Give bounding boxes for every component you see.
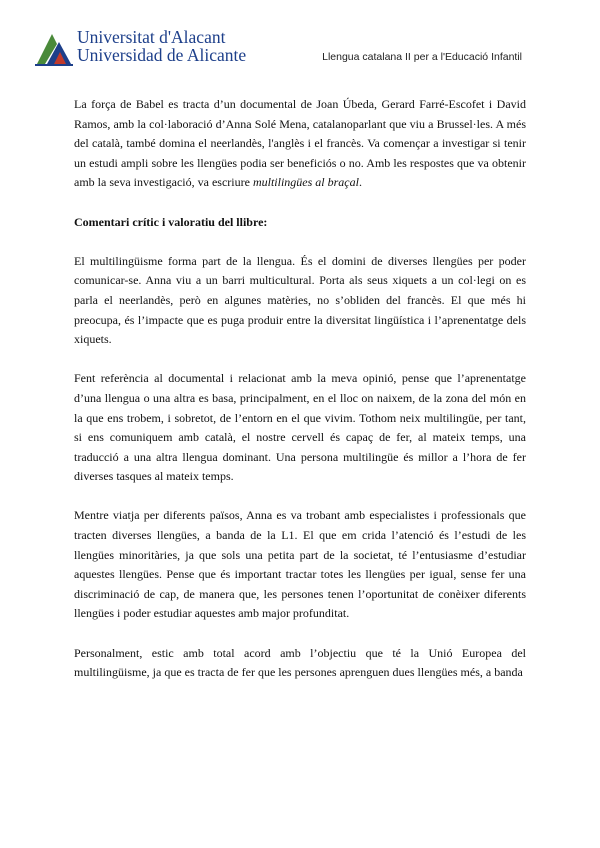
body-paragraph-3: Mentre viatja per diferents països, Anna es va trobant amb especialistes i professionals que tracten diverses llengües, a banda de la L1. El que em crida l’atenció és l’estudi de les llengües minoritàries, ja que sols una petita part de la societat, té l’entusiasme d’estudiar aquestes llengües. Pense que és important tractar totes les llengües per igual, sense fer una discriminació de cap, de manera que, les persones tenen l’oportunitat de conèixer diferents llengües i poder estudiar aquestes amb major profunditat. bbox=[74, 508, 526, 621]
book-title: multilingües al braçal bbox=[252, 175, 359, 190]
body-paragraph-4: Personalment, estic amb total acord amb l’objectiu que té la Unió Europea del multilingüisme, ja que es tracta de fer que les persones aprenguen dues llengües més, a banda bbox=[74, 645, 526, 680]
university-name-spanish: Universidad de Alicante bbox=[77, 45, 247, 65]
page-header bbox=[0, 0, 600, 80]
body-paragraph-1: El multilingüisme forma part de la llengua. És el domini de diverses llengües per poder comunicar-se. Anna viu a un barri multicultural. Porta als seus xiquets a un col·legi on es parla el neerlandès, però en algunes matèries, no s’obliden del francès. El que més hi preocupa, és l’impacte que es puga produir entre la diversitat lingüística i l’aprenentatge dels xiquets. bbox=[74, 253, 526, 347]
intro-text: La força de Babel es tracta d’un documental de Joan Úbeda, Gerard Farré-Escofet i David Ramos, amb la col·laboració d’Anna Solé Mena, catalanoparlant que viu a Brussel·les. A més del català, també domina el neerlandès, l'anglès i el francès. Va començar a investigar si tenir un estudi ampli sobre les llengües podia ser beneficiós o no. Amb les respostes que va obtenir amb la seva investigació, va escriure bbox=[74, 97, 526, 190]
body-paragraph-2: Fent referència al documental i relacionat amb la meva opinió, pense que l’aprenentatge d’una llengua o una altra es basa, principalment, en el lloc on naixem, de la zona del món en la que ens trobem, i sobretot, de l’entorn en el que vivim. Tothom neix multilingüe, per tant, si ens comuniquem amb català, el nostre cervell és capaç de fer, al mateix temps, una traducció a una altra llengua dominant. Una persona multilingüe és millor a l’hora de fer diverses tasques al mateix temps. bbox=[74, 371, 526, 484]
document-body bbox=[74, 95, 526, 702]
university-name bbox=[77, 28, 246, 64]
intro-paragraph bbox=[74, 95, 526, 193]
section-heading: Comentari crític i valoratiu del llibre: bbox=[74, 214, 268, 229]
running-title: Llengua catalana II per a l'Educació Infantil bbox=[322, 51, 522, 63]
university-name-valencian: Universitat d'Alacant bbox=[77, 27, 226, 47]
university-logo bbox=[35, 28, 245, 68]
intro-end: . bbox=[358, 175, 362, 190]
university-logo-mark-icon bbox=[35, 30, 73, 66]
